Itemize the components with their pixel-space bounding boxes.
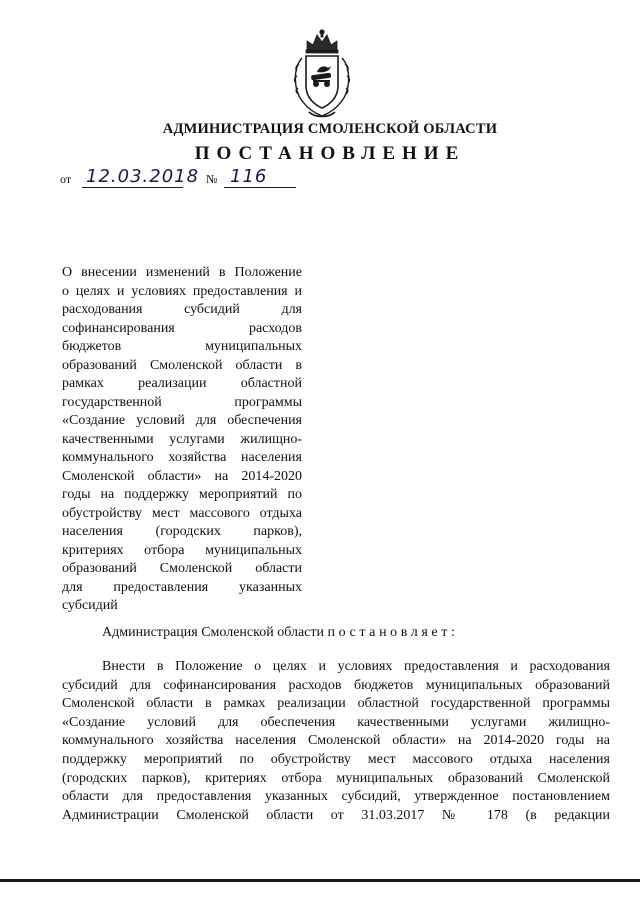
coat-of-arms-icon bbox=[289, 28, 355, 120]
body-line: субсидий для софинансирования расходов бюджетов муниципальных образований bbox=[62, 677, 610, 693]
subject-line: критериях отбора муниципальных bbox=[62, 542, 302, 558]
subject-line: о целях и условиях предоставления и bbox=[62, 283, 302, 299]
number-value: 116 bbox=[224, 167, 296, 188]
subject-line: для предоставления указанных bbox=[62, 579, 302, 595]
body-line: Внести в Положение о целях и условиях предоставления и расходования bbox=[102, 659, 610, 674]
number-label: № bbox=[206, 172, 218, 186]
body-line: (городских парков), критериях отбора муниципальных образований Смоленской bbox=[62, 770, 610, 786]
date-label: от bbox=[60, 172, 72, 186]
subject-block bbox=[62, 264, 302, 616]
subject-line: государственной программы bbox=[62, 394, 302, 410]
organization-title: АДМИНИСТРАЦИЯ СМОЛЕНСКОЙ ОБЛАСТИ bbox=[162, 121, 498, 137]
date-number-line bbox=[60, 168, 300, 190]
body-line: коммунального хозяйства населения Смоленской области» на 2014-2020 годы на bbox=[62, 733, 610, 749]
document-type-title: ПОСТАНОВЛЕНИЕ bbox=[194, 143, 466, 164]
subject-line: Смоленской области» на 2014-2020 bbox=[62, 468, 302, 484]
subject-line: софинансирования расходов bbox=[62, 320, 302, 336]
subject-line: О внесении изменений в Положение bbox=[62, 265, 302, 280]
subject-line: качественными услугами жилищно- bbox=[62, 431, 302, 447]
subject-line: бюджетов муниципальных bbox=[62, 339, 302, 354]
subject-line: рамках реализации областной bbox=[62, 376, 302, 391]
preamble-action: постановляет: bbox=[327, 625, 459, 640]
subject-line: расходования субсидий для bbox=[62, 302, 302, 317]
body-line: Администрации Смоленской области от 31.03.2017 № 178 (в редакции bbox=[62, 807, 610, 823]
subject-line: обустройству мест массового отдыха bbox=[62, 505, 302, 521]
subject-line: годы на поддержку мероприятий по bbox=[62, 487, 302, 502]
body-line: области для предоставления указанных субсидий, утвержденное постановлением bbox=[62, 789, 610, 805]
preamble-text: Администрация Смоленской области bbox=[102, 625, 325, 640]
subject-line: населения (городских парков), bbox=[62, 524, 302, 539]
subject-line: образований Смоленской области bbox=[62, 561, 302, 576]
subject-line: образований Смоленской области в bbox=[62, 357, 302, 373]
subject-line: коммунального хозяйства населения bbox=[62, 450, 302, 465]
page-bottom-rule bbox=[0, 879, 640, 882]
body-line: Смоленской области в рамках реализации областной государственной программы bbox=[62, 696, 610, 712]
subject-line: субсидий bbox=[62, 598, 118, 613]
body-line: «Создание условий для обеспечения качественными услугами жилищно- bbox=[62, 714, 610, 730]
subject-line: «Создание условий для обеспечения bbox=[62, 413, 302, 428]
body-line: поддержку мероприятий по обустройству мест массового отдыха населения bbox=[62, 751, 610, 767]
preamble bbox=[102, 625, 458, 641]
body-paragraph bbox=[62, 658, 610, 825]
date-value: 12.03.2018 bbox=[82, 167, 183, 188]
